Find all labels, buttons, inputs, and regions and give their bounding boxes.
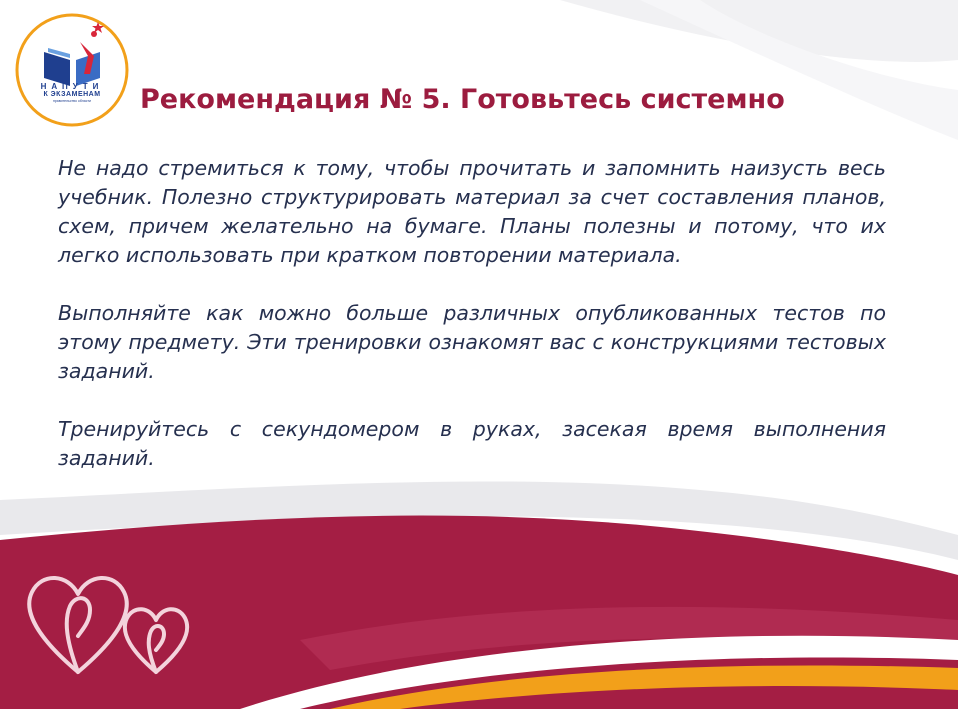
- logo-emblem: [14, 12, 130, 128]
- slide-body: [58, 154, 886, 502]
- slide-title: Рекомендация № 5. Готовьтесь системно: [140, 84, 785, 115]
- logo-line-3: правительство области: [52, 99, 92, 103]
- logo-text: [22, 82, 122, 104]
- paragraph-2: Выполняйте как можно больше различных опубликованных тестов по этому предмету. Эти тренировки ознакомят вас с конструкциями тестовых заданий.: [58, 301, 886, 383]
- logo-line-1: НАПУТИ: [40, 82, 104, 91]
- paragraph-3: Тренируйтесь с секундомером в руках, засекая время выполнения заданий.: [58, 417, 886, 470]
- paragraph-1: Не надо стремиться к тому, чтобы прочитать и запомнить наизусть весь учебник. Полезно структурировать материал за счет составления планов, схем, причем желательно на бумаге. Планы полезны и потому, что их легко использовать при кратком повторении материала.: [58, 156, 886, 267]
- logo-line-2: К ЭКЗАМЕНАМ: [43, 91, 101, 98]
